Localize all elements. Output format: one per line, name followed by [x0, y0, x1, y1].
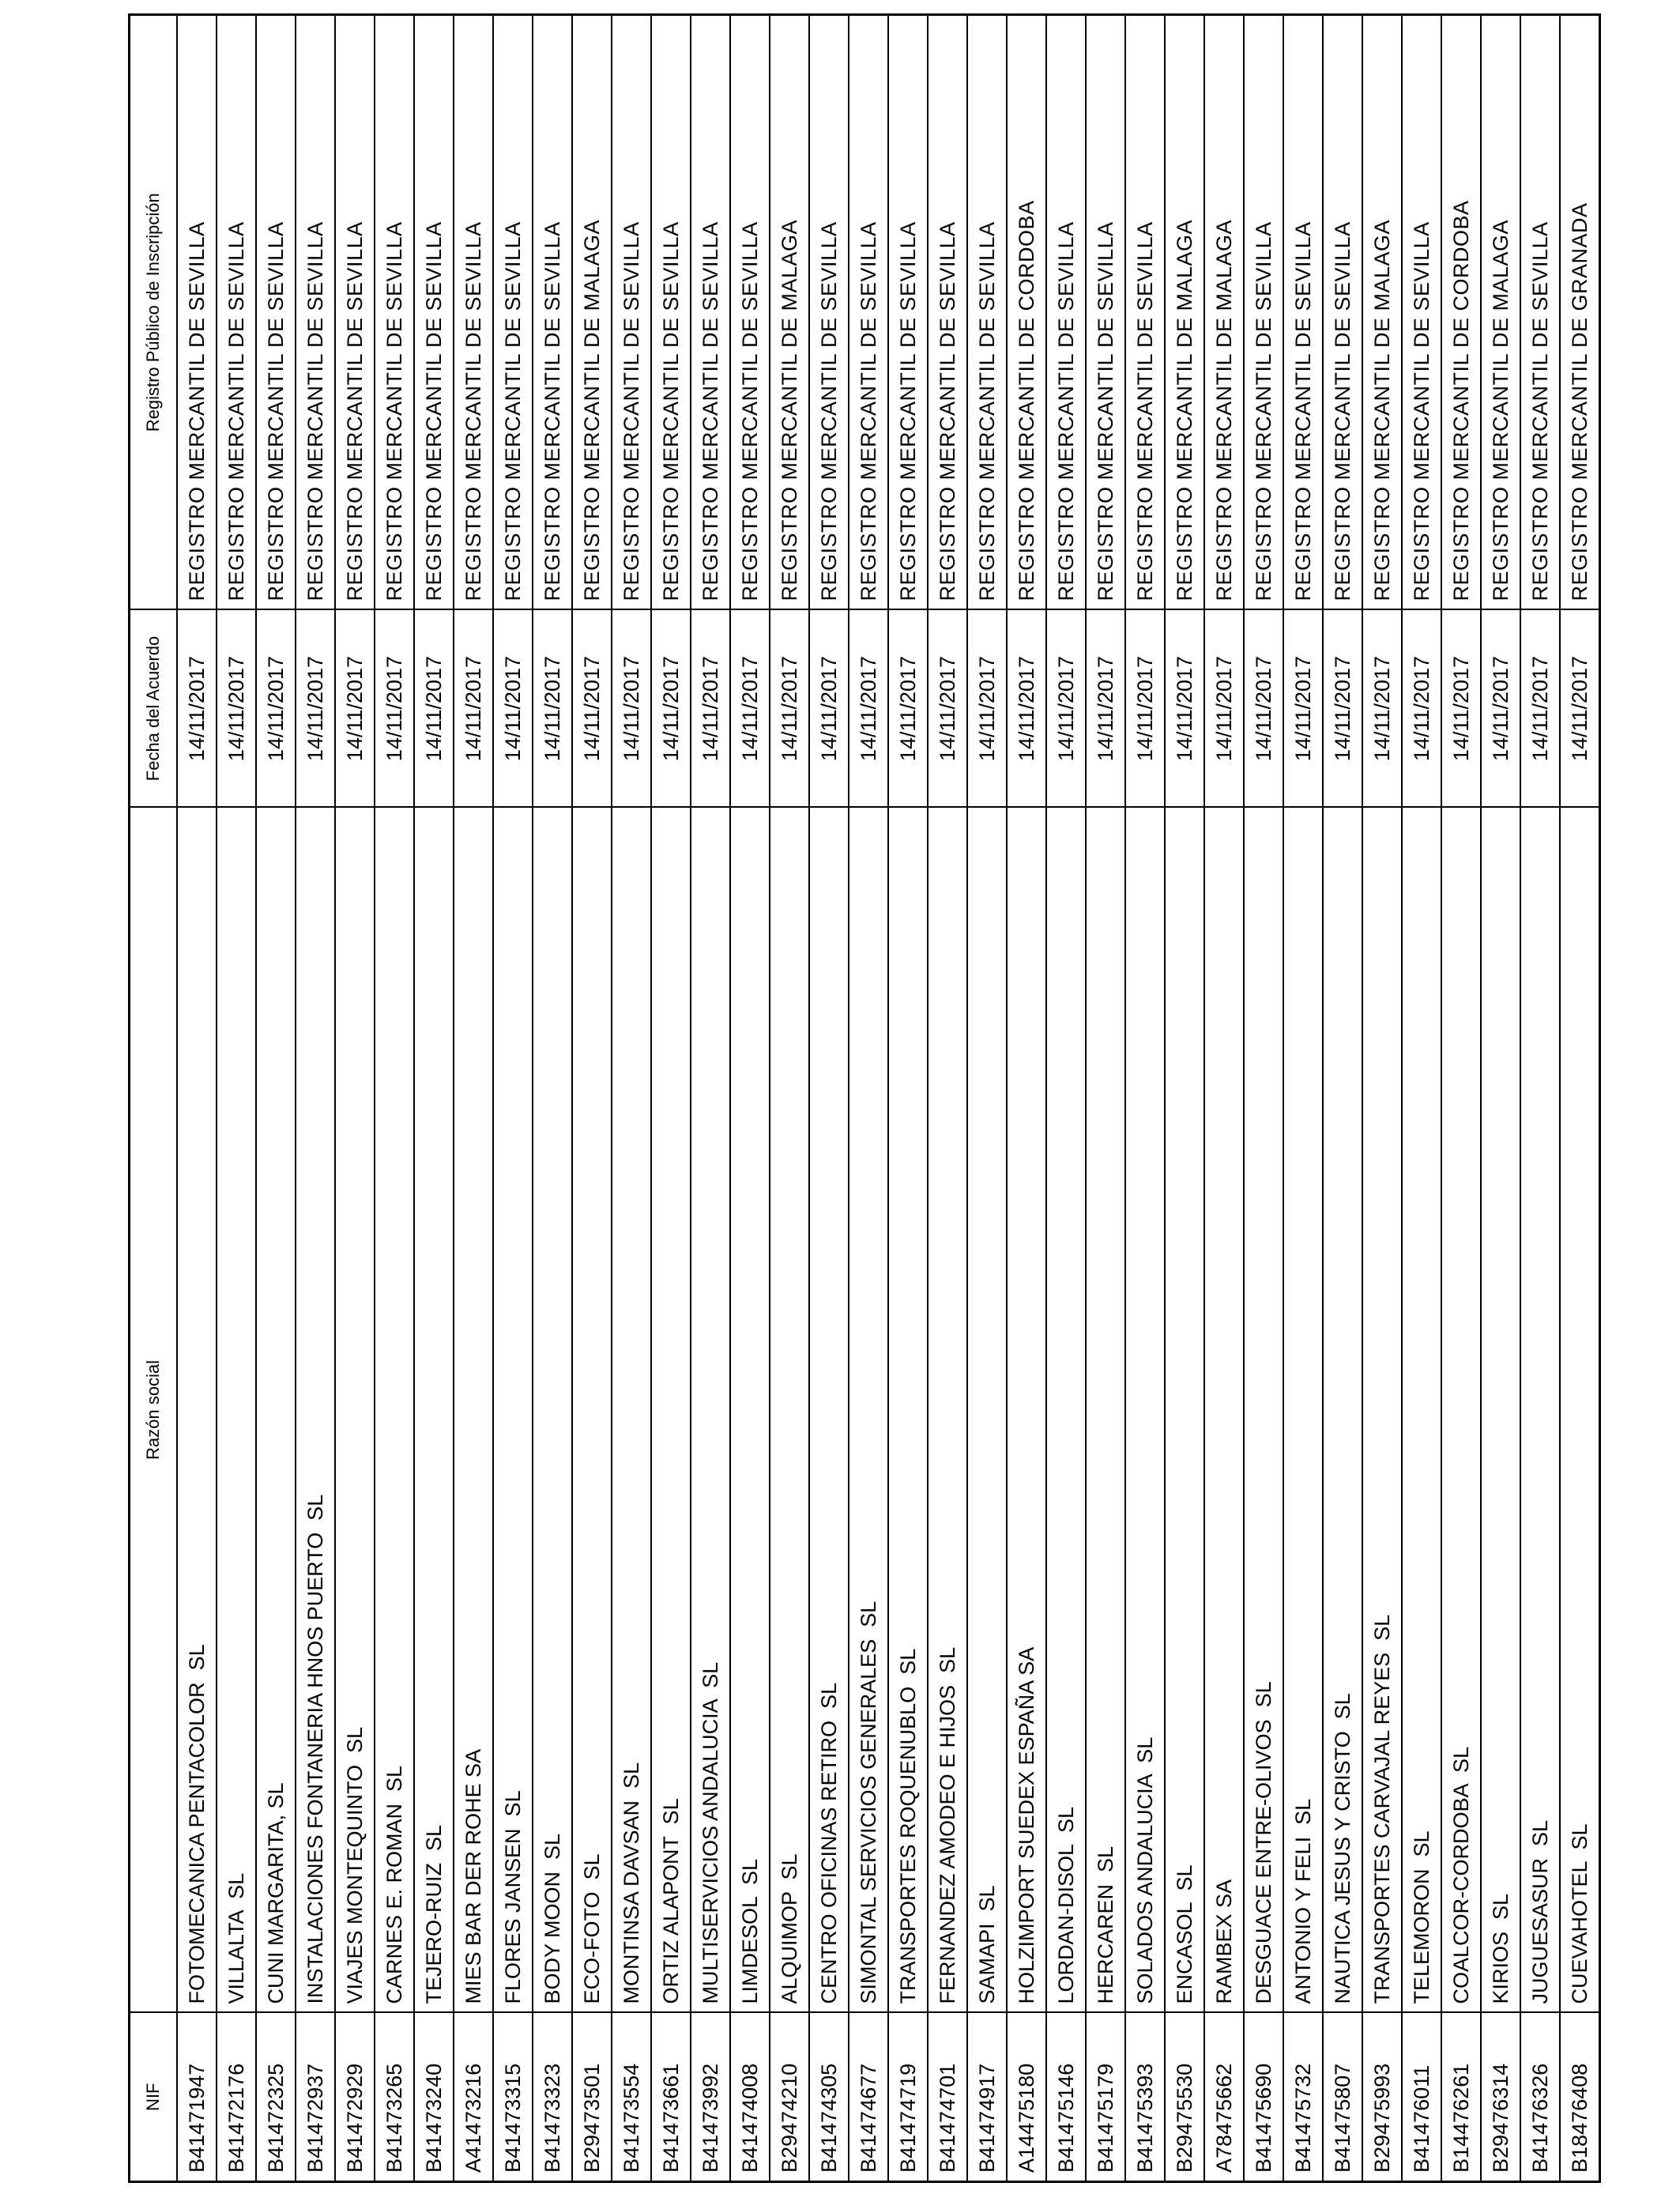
registro-cell: REGISTRO MERCANTIL DE CORDOBA: [1441, 15, 1481, 610]
fecha-cell: 14/11/2017: [454, 610, 493, 808]
registro-cell: REGISTRO MERCANTIL DE SEVILLA: [296, 15, 335, 610]
nif-cell: B18476408: [1560, 2013, 1600, 2182]
table-row: [651, 15, 691, 2182]
table-row: [177, 15, 217, 2182]
nif-cell: A14475180: [1007, 2013, 1046, 2182]
razon-social-cell: CUEVAHOTEL SL: [1560, 808, 1600, 2013]
fecha-cell: 14/11/2017: [612, 610, 651, 808]
table-row: [1481, 15, 1520, 2182]
razon-social-cell: TRANSPORTES CARVAJAL REYES SL: [1362, 808, 1402, 2013]
table-row: [1283, 15, 1323, 2182]
razon-social-cell: JUGUESASUR SL: [1520, 808, 1560, 2013]
fecha-cell: 14/11/2017: [414, 610, 454, 808]
table-row: [888, 15, 928, 2182]
table-row: [1560, 15, 1600, 2182]
nif-cell: B41472325: [256, 2013, 296, 2182]
registro-cell: REGISTRO MERCANTIL DE SEVILLA: [730, 15, 770, 610]
table-row: [730, 15, 770, 2182]
registro-cell: REGISTRO MERCANTIL DE SEVILLA: [1520, 15, 1560, 610]
registro-cell: REGISTRO MERCANTIL DE CORDOBA: [1007, 15, 1046, 610]
razon-social-cell: COALCOR-CORDOBA SL: [1441, 808, 1481, 2013]
razon-social-cell: ANTONIO Y FELI SL: [1283, 808, 1323, 2013]
nif-cell: B41472929: [335, 2013, 375, 2182]
table-row: [849, 15, 888, 2182]
nif-cell: B41474677: [849, 2013, 888, 2182]
fecha-cell: 14/11/2017: [1086, 610, 1125, 808]
registro-cell: REGISTRO MERCANTIL DE SEVILLA: [967, 15, 1007, 610]
table-row: [572, 15, 612, 2182]
registro-cell: REGISTRO MERCANTIL DE MALAGA: [1481, 15, 1520, 610]
nif-cell: B41475146: [1046, 2013, 1086, 2182]
registro-cell: REGISTRO MERCANTIL DE SEVILLA: [493, 15, 533, 610]
registro-cell: REGISTRO MERCANTIL DE MALAGA: [1362, 15, 1402, 610]
table-row: [335, 15, 375, 2182]
registro-cell: REGISTRO MERCANTIL DE SEVILLA: [1125, 15, 1165, 610]
registro-cell: REGISTRO MERCANTIL DE MALAGA: [1165, 15, 1204, 610]
fecha-cell: 14/11/2017: [1165, 610, 1204, 808]
razon-social-cell: ENCASOL SL: [1165, 808, 1204, 2013]
registro-cell: REGISTRO MERCANTIL DE SEVILLA: [1046, 15, 1086, 610]
table-row: [1125, 15, 1165, 2182]
table-row: [967, 15, 1007, 2182]
nif-cell: B41474305: [809, 2013, 849, 2182]
fecha-cell: 14/11/2017: [849, 610, 888, 808]
fecha-cell: 14/11/2017: [1283, 610, 1323, 808]
table-row: [809, 15, 849, 2182]
table-row: [533, 15, 572, 2182]
table-row: [454, 15, 493, 2182]
fecha-cell: 14/11/2017: [809, 610, 849, 808]
fecha-cell: 14/11/2017: [335, 610, 375, 808]
fecha-cell: 14/11/2017: [177, 610, 217, 808]
razon-social-cell: SAMAPI SL: [967, 808, 1007, 2013]
registro-cell: REGISTRO MERCANTIL DE SEVILLA: [849, 15, 888, 610]
fecha-cell: 14/11/2017: [651, 610, 691, 808]
registro-cell: REGISTRO MERCANTIL DE GRANADA: [1560, 15, 1600, 610]
nif-cell: B41473661: [651, 2013, 691, 2182]
registro-cell: REGISTRO MERCANTIL DE SEVILLA: [375, 15, 414, 610]
registro-cell: REGISTRO MERCANTIL DE SEVILLA: [809, 15, 849, 610]
fecha-cell: 14/11/2017: [1046, 610, 1086, 808]
table-row: [1007, 15, 1046, 2182]
registro-cell: REGISTRO MERCANTIL DE SEVILLA: [928, 15, 967, 610]
fecha-cell: 14/11/2017: [572, 610, 612, 808]
razon-social-cell: ECO-FOTO SL: [572, 808, 612, 2013]
registro-cell: REGISTRO MERCANTIL DE SEVILLA: [217, 15, 256, 610]
fecha-cell: 14/11/2017: [967, 610, 1007, 808]
nif-cell: B41473554: [612, 2013, 651, 2182]
nif-cell: B41472937: [296, 2013, 335, 2182]
nif-cell: B41473240: [414, 2013, 454, 2182]
fecha-cell: 14/11/2017: [533, 610, 572, 808]
company-table: [128, 13, 1601, 2183]
razon-social-cell: MONTINSA DAVSAN SL: [612, 808, 651, 2013]
fecha-cell: 14/11/2017: [493, 610, 533, 808]
nif-cell: B29474210: [770, 2013, 809, 2182]
razon-social-cell: KIRIOS SL: [1481, 808, 1520, 2013]
header-nif: NIF: [130, 2013, 178, 2182]
table-row: [1520, 15, 1560, 2182]
registro-cell: REGISTRO MERCANTIL DE SEVILLA: [256, 15, 296, 610]
registro-cell: REGISTRO MERCANTIL DE SEVILLA: [612, 15, 651, 610]
razon-social-cell: CUNI MARGARITA, SL: [256, 808, 296, 2013]
table-wrapper: [128, 16, 1591, 2183]
razon-social-cell: HERCAREN SL: [1086, 808, 1125, 2013]
fecha-cell: 14/11/2017: [1402, 610, 1441, 808]
registro-cell: REGISTRO MERCANTIL DE SEVILLA: [651, 15, 691, 610]
razon-social-cell: LORDAN-DISOL SL: [1046, 808, 1086, 2013]
razon-social-cell: TELEMORON SL: [1402, 808, 1441, 2013]
razon-social-cell: INSTALACIONES FONTANERIA HNOS PUERTO SL: [296, 808, 335, 2013]
razon-social-cell: VILLALTA SL: [217, 808, 256, 2013]
razon-social-cell: RAMBEX SA: [1204, 808, 1244, 2013]
fecha-cell: 14/11/2017: [1362, 610, 1402, 808]
nif-cell: B41474917: [967, 2013, 1007, 2182]
table-body: [177, 15, 1600, 2182]
fecha-cell: 14/11/2017: [770, 610, 809, 808]
registro-cell: REGISTRO MERCANTIL DE MALAGA: [770, 15, 809, 610]
registro-cell: REGISTRO MERCANTIL DE SEVILLA: [1086, 15, 1125, 610]
fecha-cell: 14/11/2017: [1204, 610, 1244, 808]
nif-cell: B41475179: [1086, 2013, 1125, 2182]
nif-cell: B41474719: [888, 2013, 928, 2182]
registro-cell: REGISTRO MERCANTIL DE SEVILLA: [414, 15, 454, 610]
table-row: [1441, 15, 1481, 2182]
fecha-cell: 14/11/2017: [1481, 610, 1520, 808]
header-fecha-acuerdo: Fecha del Acuerdo: [130, 610, 178, 808]
nif-cell: B41475732: [1283, 2013, 1323, 2182]
razon-social-cell: FERNANDEZ AMODEO E HIJOS SL: [928, 808, 967, 2013]
razon-social-cell: MIES BAR DER ROHE SA: [454, 808, 493, 2013]
razon-social-cell: MULTISERVICIOS ANDALUCIA SL: [691, 808, 730, 2013]
razon-social-cell: CARNES E. ROMAN SL: [375, 808, 414, 2013]
nif-cell: B41473265: [375, 2013, 414, 2182]
razon-social-cell: DESGUACE ENTRE-OLIVOS SL: [1244, 808, 1283, 2013]
table-row: [217, 15, 256, 2182]
header-registro: Registro Público de Inscripción: [130, 15, 178, 610]
nif-cell: B41471947: [177, 2013, 217, 2182]
table-row: [1086, 15, 1125, 2182]
nif-cell: B41473992: [691, 2013, 730, 2182]
razon-social-cell: FLORES JANSEN SL: [493, 808, 533, 2013]
nif-cell: A78475662: [1204, 2013, 1244, 2182]
table-row: [1323, 15, 1362, 2182]
table-row: [770, 15, 809, 2182]
fecha-cell: 14/11/2017: [1520, 610, 1560, 808]
table-row: [1244, 15, 1283, 2182]
razon-social-cell: NAUTICA JESUS Y CRISTO SL: [1323, 808, 1362, 2013]
razon-social-cell: ALQUIMOP SL: [770, 808, 809, 2013]
fecha-cell: 14/11/2017: [888, 610, 928, 808]
fecha-cell: 14/11/2017: [691, 610, 730, 808]
razon-social-cell: LIMDESOL SL: [730, 808, 770, 2013]
fecha-cell: 14/11/2017: [296, 610, 335, 808]
nif-cell: B41474701: [928, 2013, 967, 2182]
table-row: [1046, 15, 1086, 2182]
fecha-cell: 14/11/2017: [256, 610, 296, 808]
razon-social-cell: TRANSPORTES ROQUENUBLO SL: [888, 808, 928, 2013]
nif-cell: B41474008: [730, 2013, 770, 2182]
fecha-cell: 14/11/2017: [928, 610, 967, 808]
registro-cell: REGISTRO MERCANTIL DE MALAGA: [1204, 15, 1244, 610]
nif-cell: B41476011: [1402, 2013, 1441, 2182]
nif-cell: B29475530: [1165, 2013, 1204, 2182]
table-row: [296, 15, 335, 2182]
nif-cell: B41473315: [493, 2013, 533, 2182]
razon-social-cell: HOLZIMPORT SUEDEX ESPAÑA SA: [1007, 808, 1046, 2013]
razon-social-cell: SOLADOS ANDALUCIA SL: [1125, 808, 1165, 2013]
fecha-cell: 14/11/2017: [1007, 610, 1046, 808]
fecha-cell: 14/11/2017: [730, 610, 770, 808]
nif-cell: B41472176: [217, 2013, 256, 2182]
fecha-cell: 14/11/2017: [1125, 610, 1165, 808]
fecha-cell: 14/11/2017: [375, 610, 414, 808]
table-row: [691, 15, 730, 2182]
nif-cell: B41475807: [1323, 2013, 1362, 2182]
registro-cell: REGISTRO MERCANTIL DE SEVILLA: [691, 15, 730, 610]
registro-cell: REGISTRO MERCANTIL DE SEVILLA: [177, 15, 217, 610]
nif-cell: B29475993: [1362, 2013, 1402, 2182]
rotated-table-frame: [128, 16, 1591, 2183]
fecha-cell: 14/11/2017: [1441, 610, 1481, 808]
table-row: [375, 15, 414, 2182]
nif-cell: B29476314: [1481, 2013, 1520, 2182]
razon-social-cell: TEJERO-RUIZ SL: [414, 808, 454, 2013]
registro-cell: REGISTRO MERCANTIL DE SEVILLA: [1244, 15, 1283, 610]
fecha-cell: 14/11/2017: [217, 610, 256, 808]
table-row: [1362, 15, 1402, 2182]
table-row: [493, 15, 533, 2182]
registro-cell: REGISTRO MERCANTIL DE SEVILLA: [1402, 15, 1441, 610]
registro-cell: REGISTRO MERCANTIL DE SEVILLA: [454, 15, 493, 610]
registro-cell: REGISTRO MERCANTIL DE SEVILLA: [1323, 15, 1362, 610]
razon-social-cell: BODY MOON SL: [533, 808, 572, 2013]
table-header-row: [130, 15, 178, 2182]
table-row: [928, 15, 967, 2182]
razon-social-cell: CENTRO OFICINAS RETIRO SL: [809, 808, 849, 2013]
table-row: [1402, 15, 1441, 2182]
registro-cell: REGISTRO MERCANTIL DE SEVILLA: [888, 15, 928, 610]
razon-social-cell: FOTOMECANICA PENTACOLOR SL: [177, 808, 217, 2013]
razon-social-cell: ORTIZ ALAPONT SL: [651, 808, 691, 2013]
table-row: [256, 15, 296, 2182]
nif-cell: B41475690: [1244, 2013, 1283, 2182]
table-row: [414, 15, 454, 2182]
header-razon-social: Razón social: [130, 808, 178, 2013]
nif-cell: A41473216: [454, 2013, 493, 2182]
nif-cell: B29473501: [572, 2013, 612, 2182]
fecha-cell: 14/11/2017: [1244, 610, 1283, 808]
nif-cell: B41476326: [1520, 2013, 1560, 2182]
nif-cell: B14476261: [1441, 2013, 1481, 2182]
table-row: [612, 15, 651, 2182]
nif-cell: B41475393: [1125, 2013, 1165, 2182]
nif-cell: B41473323: [533, 2013, 572, 2182]
registro-cell: REGISTRO MERCANTIL DE SEVILLA: [1283, 15, 1323, 610]
table-row: [1204, 15, 1244, 2182]
registro-cell: REGISTRO MERCANTIL DE SEVILLA: [533, 15, 572, 610]
table-row: [1165, 15, 1204, 2182]
razon-social-cell: SIMONTAL SERVICIOS GENERALES SL: [849, 808, 888, 2013]
fecha-cell: 14/11/2017: [1323, 610, 1362, 808]
registro-cell: REGISTRO MERCANTIL DE MALAGA: [572, 15, 612, 610]
razon-social-cell: VIAJES MONTEQUINTO SL: [335, 808, 375, 2013]
fecha-cell: 14/11/2017: [1560, 610, 1600, 808]
registro-cell: REGISTRO MERCANTIL DE SEVILLA: [335, 15, 375, 610]
